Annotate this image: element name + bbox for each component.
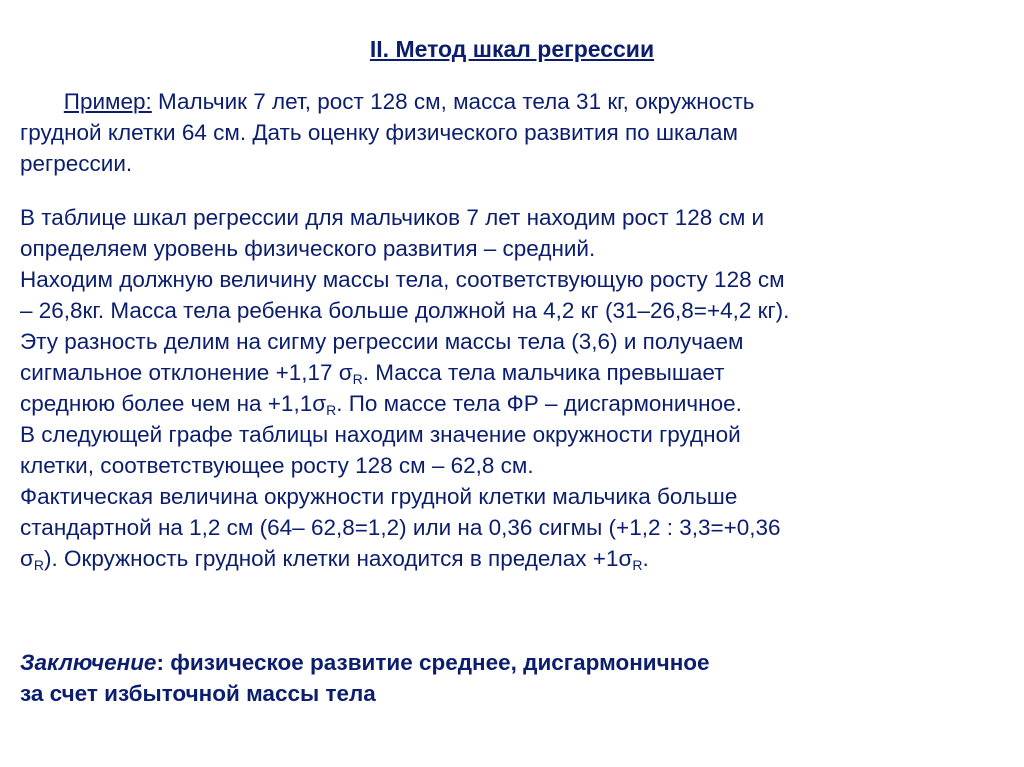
example-paragraph xyxy=(20,86,1010,179)
solution-line-1: В таблице шкал регрессии для мальчиков 7 лет находим рост 128 см и xyxy=(20,205,765,230)
solution-line-3: Находим должную величину массы тела, соответствующую росту 128 см xyxy=(20,267,785,292)
solution-line-12 xyxy=(20,543,1010,574)
solution-line-8: В следующей графе таблицы находим значение окружности грудной xyxy=(20,422,741,447)
solution-line-11: стандартной на 1,2 см (64– 62,8=1,2) или на 0,36 сигмы (+1,2 : 3,3=+0,36 xyxy=(20,515,781,540)
mass-excess-text: среднюю более чем на +1,1σ xyxy=(20,391,327,416)
conclusion-paragraph xyxy=(20,647,1010,709)
sigma-deviation-text: сигмальное отклонение +1,17 σ xyxy=(20,360,353,385)
sigma-deviation-rest: . Масса тела мальчика превышает xyxy=(362,360,725,385)
solution-line-7 xyxy=(20,388,1010,419)
example-line-1 xyxy=(20,86,1010,117)
example-line-2: грудной клетки 64 см. Дать оценку физического развития по шкалам xyxy=(20,120,738,145)
solution-line-6 xyxy=(20,357,1010,388)
solution-line-10: Фактическая величина окружности грудной клетки мальчика больше xyxy=(20,484,738,509)
chest-range-text: ). Окружность грудной клетки находится в пределах +1σ xyxy=(44,546,633,571)
solution-line-9: клетки, соответствующее росту 128 см – 62,8 см. xyxy=(20,453,534,478)
conclusion-label: Заключение xyxy=(20,650,157,675)
conclusion-line-1 xyxy=(20,647,1010,678)
conclusion-text-1: : физическое развитие среднее, дисгармоничное xyxy=(156,650,710,675)
sigma-symbol: σ xyxy=(20,546,34,571)
example-label: Пример: xyxy=(63,89,152,114)
chest-range-end: . xyxy=(642,546,649,571)
solution-line-2: определяем уровень физического развития – средний. xyxy=(20,236,596,261)
conclusion-line-2: за счет избыточной массы тела xyxy=(20,681,376,706)
sigma-subscript: R xyxy=(326,402,337,418)
solution-paragraph xyxy=(20,202,1010,574)
slide-title: II. Метод шкал регрессии xyxy=(369,36,655,62)
solution-line-4: – 26,8кг. Масса тела ребенка больше должной на 4,2 кг (31–26,8=+4,2 кг). xyxy=(20,298,790,323)
example-line-3: регрессии. xyxy=(20,151,133,176)
solution-line-5: Эту разность делим на сигму регрессии массы тела (3,6) и получаем xyxy=(20,329,744,354)
mass-excess-rest: . По массе тела ФР – дисгармоничное. xyxy=(336,391,742,416)
sigma-subscript: R xyxy=(632,557,643,573)
sigma-subscript: R xyxy=(352,371,363,387)
example-text-1: Мальчик 7 лет, рост 128 см, масса тела 31 кг, окружность xyxy=(151,89,755,114)
sigma-subscript: R xyxy=(33,557,45,573)
